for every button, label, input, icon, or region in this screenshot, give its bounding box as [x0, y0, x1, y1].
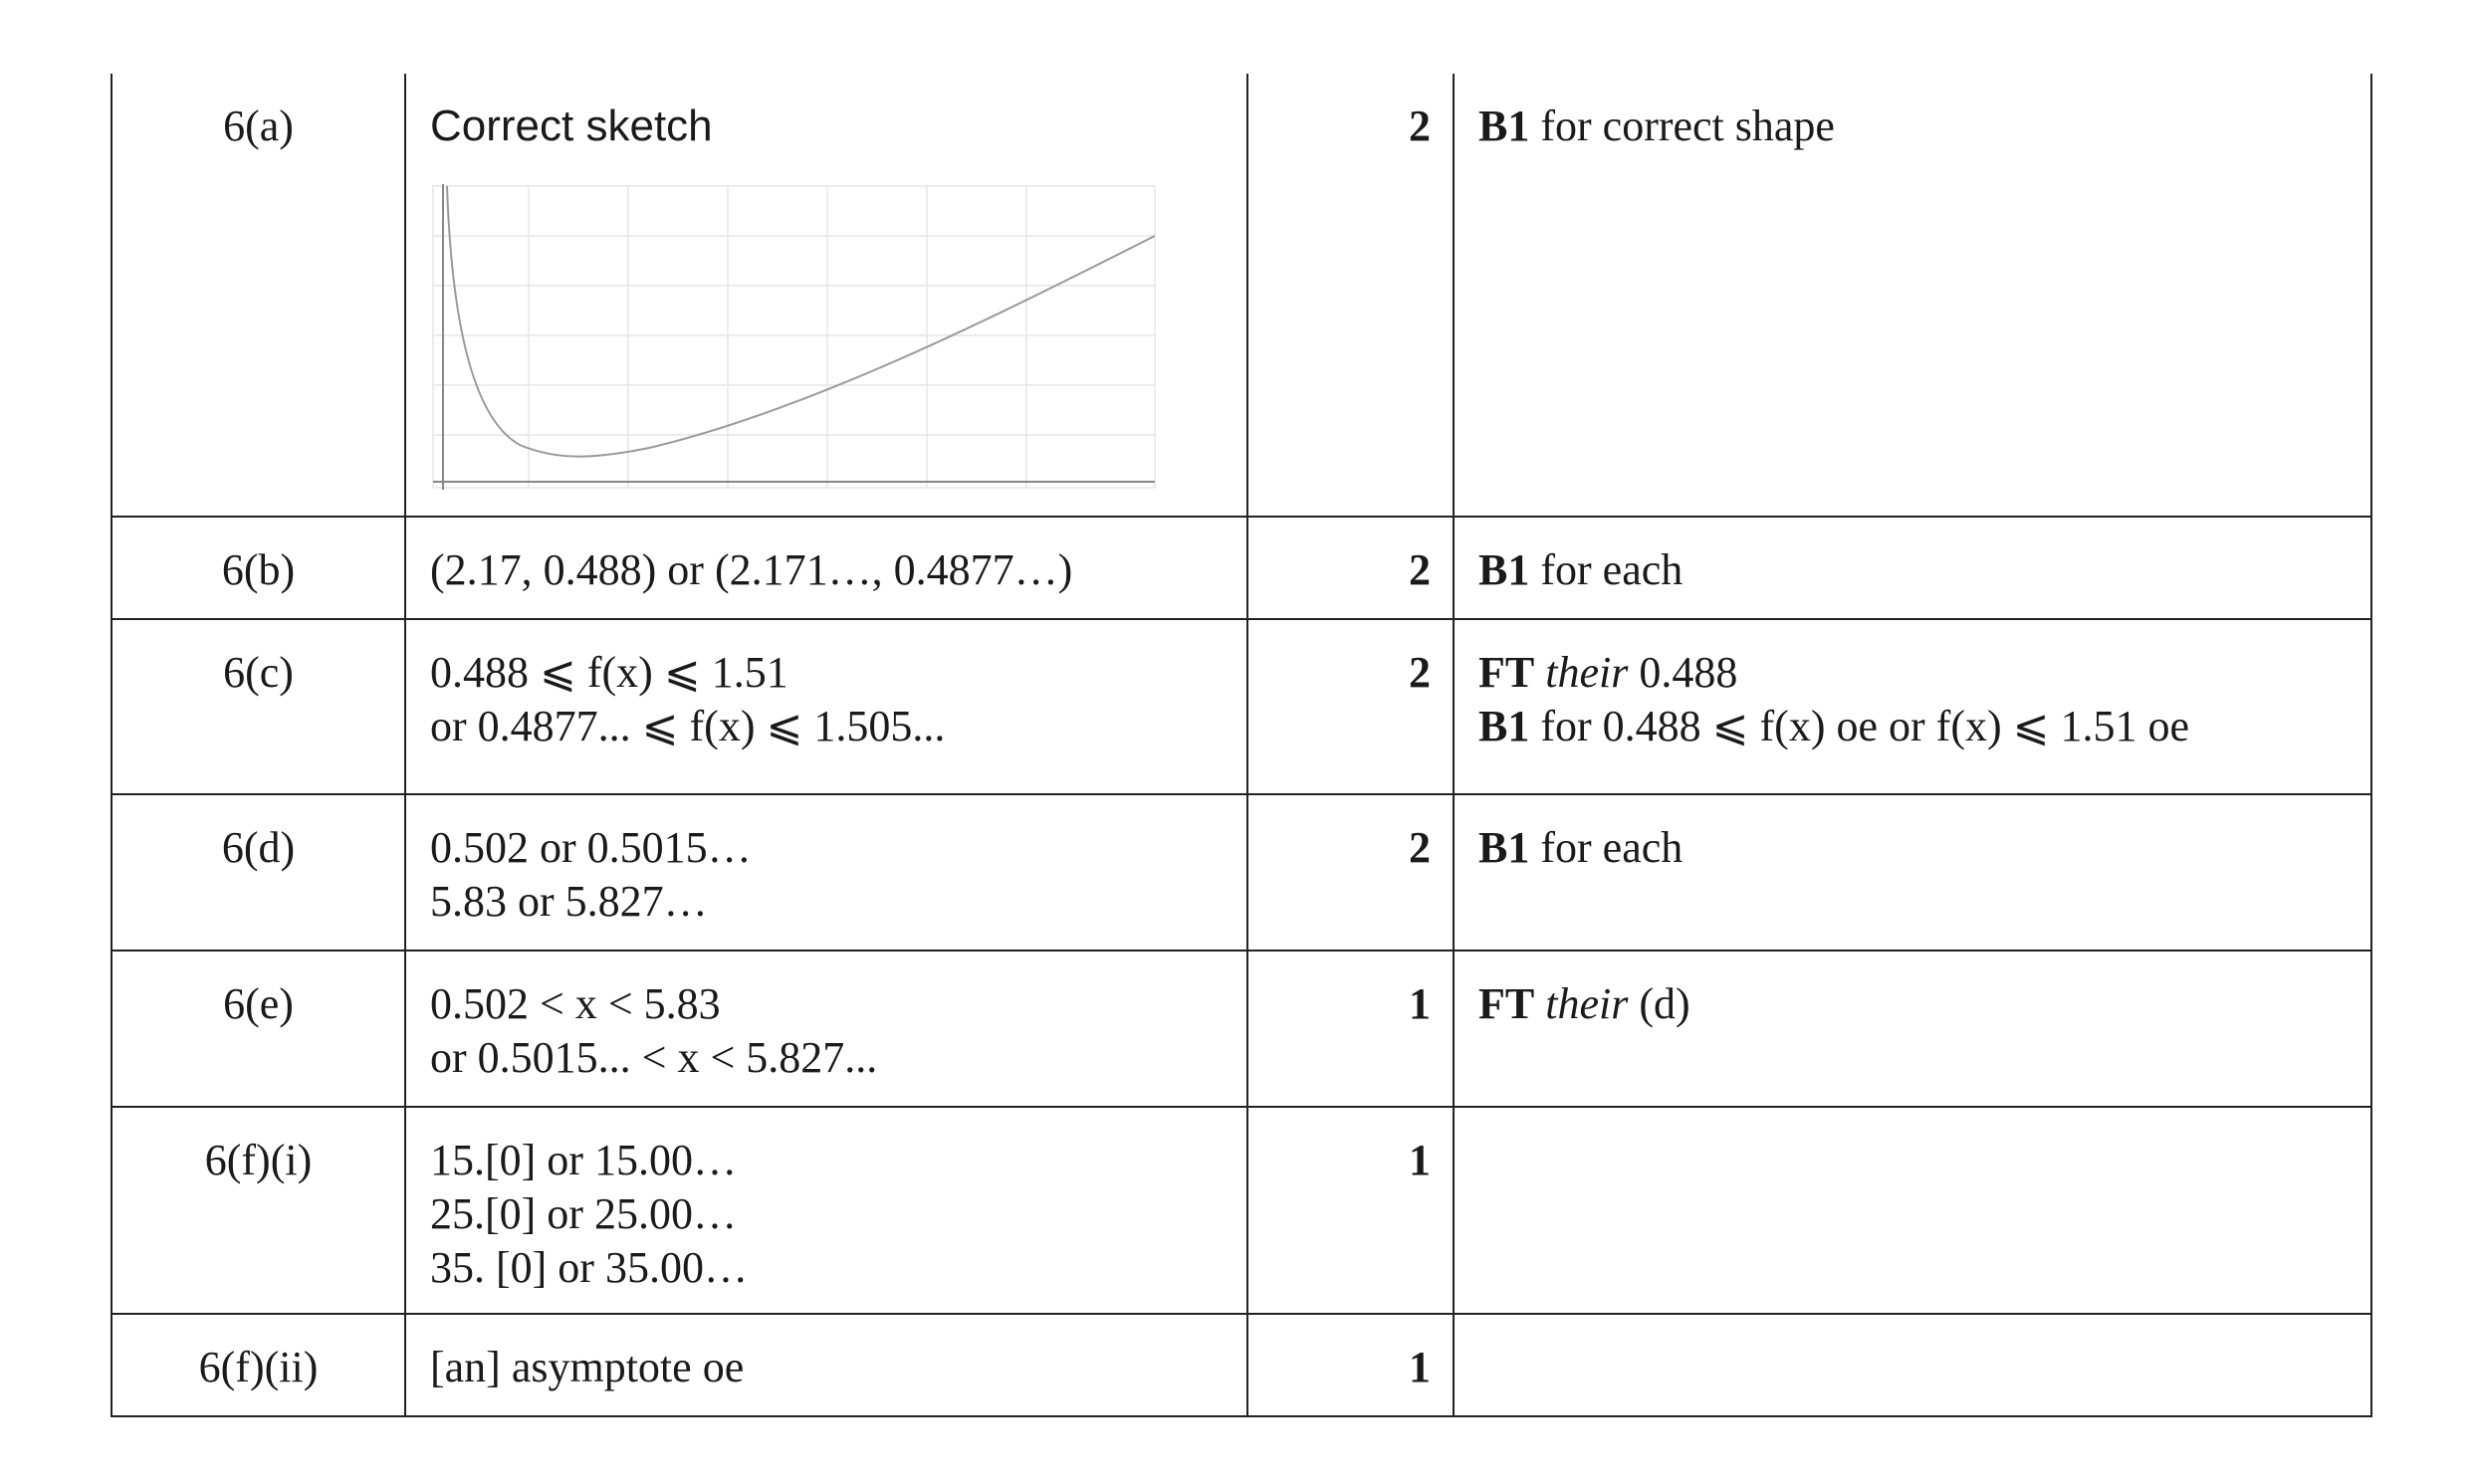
answer-line: or 0.5015... < x < 5.827...: [430, 1033, 878, 1082]
mark-scheme-table: [111, 74, 2372, 1417]
guidance-cell: [1454, 619, 2371, 794]
answer-cell: [405, 619, 1247, 794]
guidance-text: 0.488: [1628, 648, 1738, 697]
answer-cell: [405, 1107, 1247, 1314]
table-row: [112, 517, 2371, 619]
answer-line: or 0.4877... ⩽ f(x) ⩽ 1.505...: [430, 702, 946, 750]
guidance-cell: [1454, 951, 2371, 1107]
guidance-line: [1478, 543, 2370, 597]
answer-cell: [405, 74, 1247, 517]
marks-cell: 1: [1247, 1107, 1454, 1314]
guidance-text: for correct shape: [1529, 102, 1835, 150]
guidance-code: B1: [1478, 102, 1530, 150]
guidance-text: for 0.488 ⩽ f(x) oe or f(x) ⩽ 1.51 oe: [1529, 702, 2190, 750]
table-row: [112, 1314, 2371, 1416]
guidance-cell: [1454, 1107, 2371, 1314]
guidance-code: B1: [1478, 823, 1530, 872]
table-row: [112, 74, 2371, 517]
marks-cell: 2: [1247, 517, 1454, 619]
guidance-code: B1: [1478, 702, 1530, 750]
table-row: [112, 1107, 2371, 1314]
answer-line: 0.488 ⩽ f(x) ⩽ 1.51: [430, 648, 788, 697]
guidance-text: for each: [1529, 823, 1683, 872]
table-row: [112, 951, 2371, 1107]
marks-cell: 1: [1247, 1314, 1454, 1416]
guidance-line: [1478, 700, 2370, 753]
answer-line: 5.83 or 5.827…: [430, 877, 708, 926]
guidance-italic: their: [1534, 648, 1629, 697]
question-cell: 6(a): [112, 74, 405, 517]
question-cell: 6(d): [112, 794, 405, 951]
guidance-text: for each: [1529, 545, 1683, 594]
answer-cell: [405, 951, 1247, 1107]
marks-cell: 2: [1247, 794, 1454, 951]
answer-line: 0.502 < x < 5.83: [430, 979, 721, 1028]
answer-line: 15.[0] or 15.00…: [430, 1136, 737, 1184]
answer-cell: [405, 1314, 1247, 1416]
answer-line: 35. [0] or 35.00…: [430, 1243, 748, 1292]
question-cell: 6(f)(ii): [112, 1314, 405, 1416]
answer-line: 25.[0] or 25.00…: [430, 1189, 737, 1238]
sketch-curve: [447, 186, 1155, 457]
answer-line: 0.502 or 0.5015…: [430, 823, 752, 872]
table-row: [112, 619, 2371, 794]
guidance-line: [1478, 977, 2370, 1031]
table-row: [112, 794, 2371, 951]
guidance-cell: [1454, 794, 2371, 951]
question-cell: 6(f)(i): [112, 1107, 405, 1314]
marks-cell: 1: [1247, 951, 1454, 1107]
marks-cell: 2: [1247, 619, 1454, 794]
guidance-cell: [1454, 517, 2371, 619]
question-cell: 6(c): [112, 619, 405, 794]
guidance-cell: [1454, 1314, 2371, 1416]
question-cell: 6(e): [112, 951, 405, 1107]
marks-cell: 2: [1247, 74, 1454, 517]
guidance-line: [1478, 100, 2370, 153]
answer-line: (2.17, 0.488) or (2.171…, 0.4877…): [430, 545, 1073, 594]
answer-cell: [405, 517, 1247, 619]
question-cell: 6(b): [112, 517, 405, 619]
answer-line: Correct sketch: [430, 102, 713, 150]
guidance-text: (d): [1628, 979, 1690, 1028]
guidance-code: B1: [1478, 545, 1530, 594]
sketch-graph: [430, 181, 1157, 495]
guidance-line: [1478, 821, 2370, 875]
guidance-cell: [1454, 74, 2371, 517]
answer-cell: [405, 794, 1247, 951]
sketch-axes: [433, 184, 1155, 490]
sketch-grid: [433, 186, 1155, 488]
guidance-line: [1478, 646, 2370, 700]
guidance-code: FT: [1478, 648, 1535, 697]
guidance-italic: their: [1534, 979, 1629, 1028]
answer-line: [an] asymptote oe: [430, 1343, 745, 1391]
guidance-code: FT: [1478, 979, 1535, 1028]
